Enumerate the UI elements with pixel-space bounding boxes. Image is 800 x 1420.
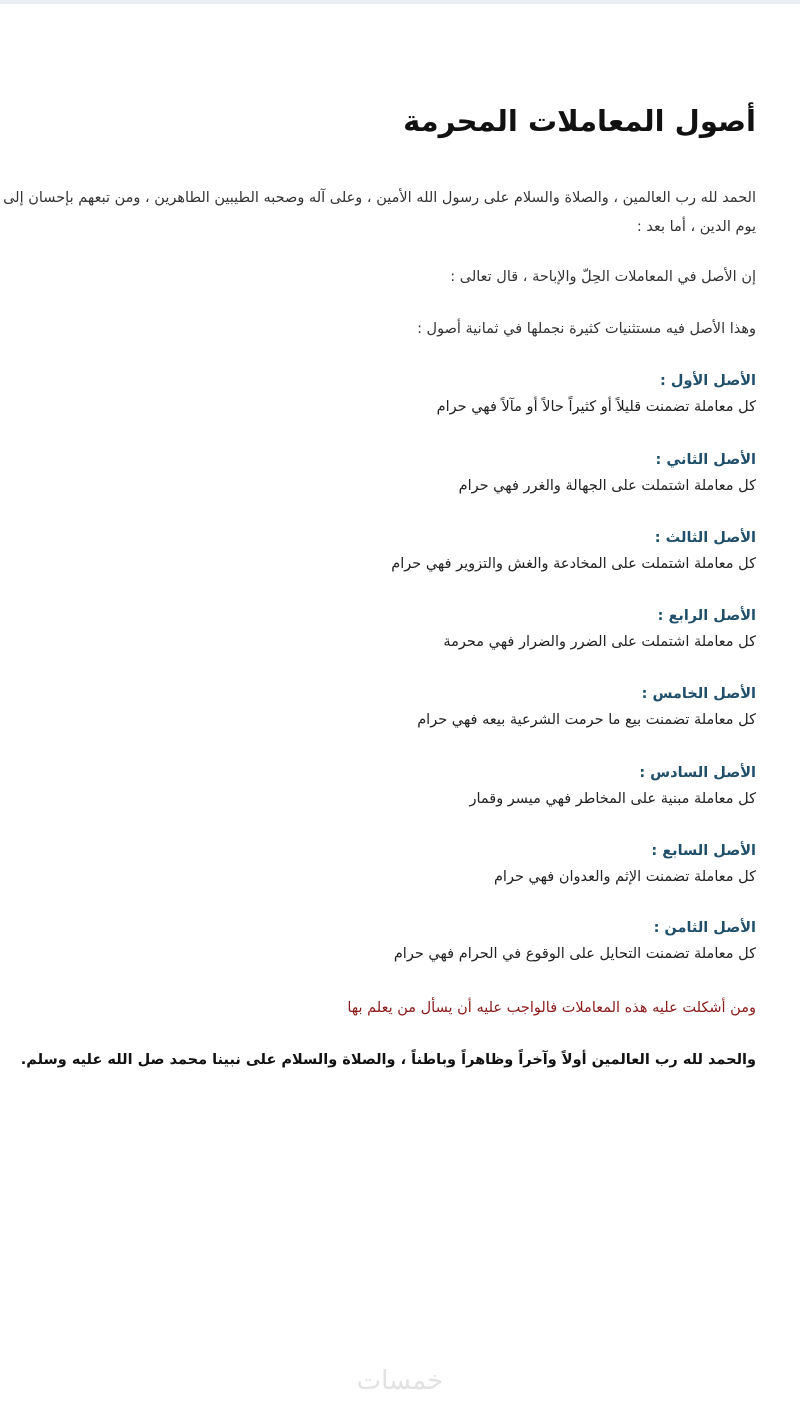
- principle-4-heading: الأصل الرابع :: [657, 608, 756, 624]
- principle-3-heading: الأصل الثالث :: [654, 530, 756, 546]
- top-strip: [0, 0, 800, 4]
- principle-1-text: كل معاملة تضمنت قليلاً أو كثيراً حالاً أو مآلاً فهي حرام: [436, 399, 756, 415]
- principle-statement: إن الأصل في المعاملات الحِلّ والإباحة ، قال تعالى :: [450, 269, 756, 285]
- principle-2-text: كل معاملة اشتملت على الجهالة والغرر فهي حرام: [458, 478, 756, 494]
- principle-8-text: كل معاملة تضمنت التحايل على الوقوع في الحرام فهي حرام: [393, 946, 756, 962]
- principle-3-text: كل معاملة اشتملت على المخادعة والغش والتزوير فهي حرام: [391, 556, 756, 572]
- page-title: أصول المعاملات المحرمة: [403, 104, 756, 138]
- closing-line: والحمد لله رب العالمين أولاً وآخراً وظاهراً وباطناً ، والصلاة والسلام على نبينا محمد صل الله عليه وسلم.: [20, 1052, 756, 1068]
- principle-2-heading: الأصل الثاني :: [655, 452, 756, 468]
- principle-4-text: كل معاملة اشتملت على الضرر والضرار فهي محرمة: [443, 634, 756, 650]
- intro-line-1: الحمد لله رب العالمين ، والصلاة والسلام على رسول الله الأمين ، وعلى آله وصحبه الطيبين الطاهرين ، ومن تبعهم بإحسان إلى: [3, 190, 756, 206]
- principle-1-heading: الأصل الأول :: [660, 373, 756, 389]
- exceptions-statement: وهذا الأصل فيه مستثنيات كثيرة نجملها في ثمانية أصول :: [417, 321, 756, 337]
- principle-6-heading: الأصل السادس :: [639, 765, 756, 781]
- principle-5-heading: الأصل الخامس :: [641, 686, 756, 702]
- principle-7-heading: الأصل السابع :: [651, 843, 756, 859]
- advice-note: ومن أشكلت عليه هذه المعاملات فالواجب عليه أن يسأل من يعلم بها: [347, 1000, 756, 1016]
- principle-5-text: كل معاملة تضمنت بيع ما حرمت الشرعية بيعه فهي حرام: [417, 712, 756, 728]
- watermark-logo: خمسات: [356, 1366, 444, 1396]
- principle-6-text: كل معاملة مبنية على المخاطر فهي ميسر وقمار: [469, 791, 756, 807]
- principle-7-text: كل معاملة تضمنت الإثم والعدوان فهي حرام: [493, 869, 756, 885]
- principle-8-heading: الأصل الثامن :: [653, 920, 756, 936]
- intro-line-2: يوم الدين ، أما بعد :: [636, 219, 756, 235]
